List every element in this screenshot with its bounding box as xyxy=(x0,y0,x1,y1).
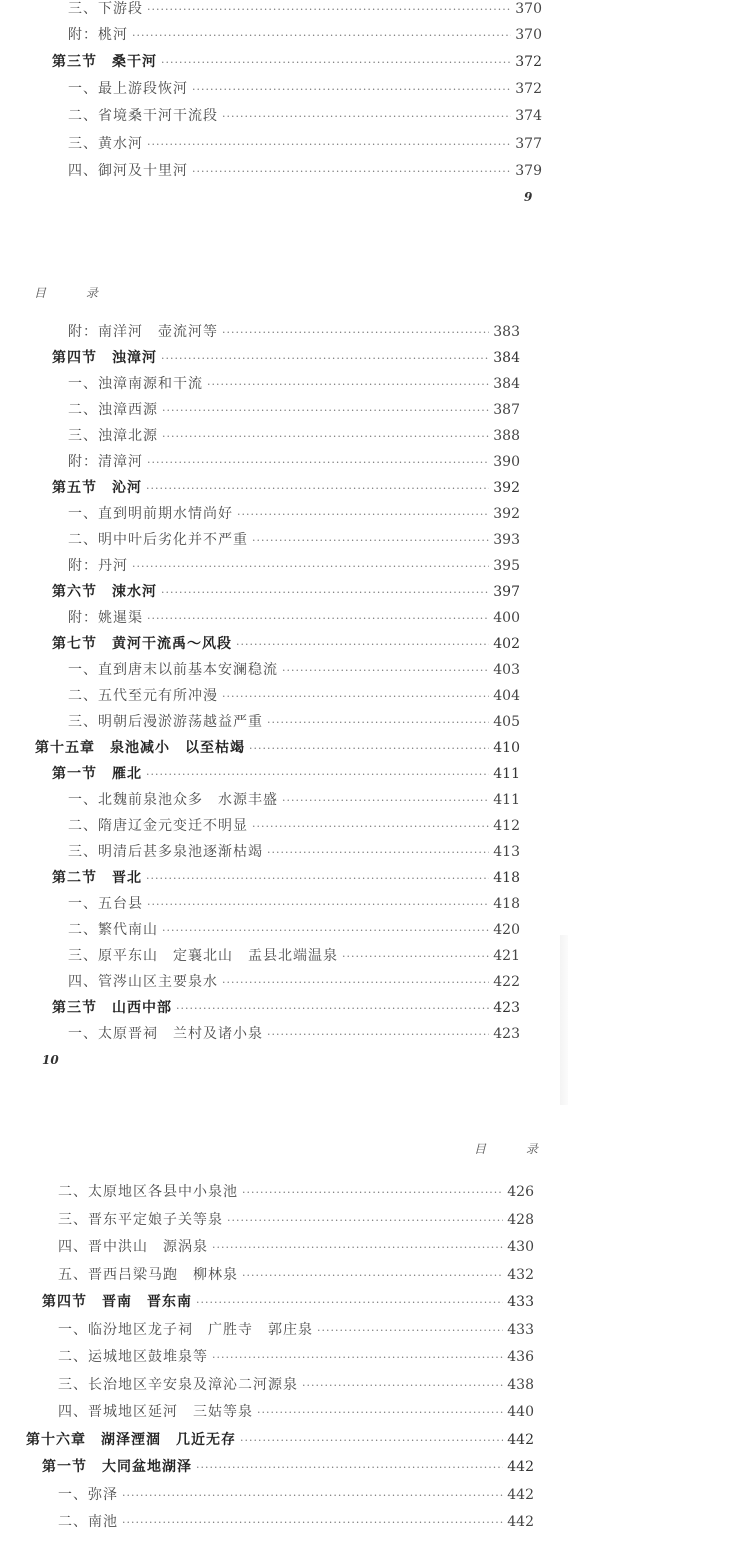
running-header: 目 录 xyxy=(34,286,116,300)
toc-section: 第七节 黄河干流禹～风段 ····· 402 xyxy=(52,635,520,654)
page-number: 10 xyxy=(42,1053,59,1067)
toc-entry: 三、长治地区辛安泉及漳沁二河源泉 ····· 438 xyxy=(58,1376,534,1395)
toc-entry: 一、北魏前泉池众多 水源丰盛 ····· 411 xyxy=(68,791,520,810)
toc-entry: 四、御河及十里河 ····· 379 xyxy=(68,162,542,181)
page-number: 9 xyxy=(524,190,533,204)
toc-section: 第一节 大同盆地湖泽 ····· 442 xyxy=(42,1458,534,1477)
toc-section: 第四节 晋南 晋东南 ····· 433 xyxy=(42,1293,534,1312)
toc-section: 第二节 晋北 ····· 418 xyxy=(52,869,520,888)
toc-section: 第一节 雁北 ····· 411 xyxy=(52,765,520,784)
toc-chapter: 第十五章 泉池减小 以至枯竭 ····· 410 xyxy=(35,739,520,758)
toc-entry: 二、南池 ····· 442 xyxy=(58,1513,534,1532)
toc-section: 第三节 桑干河 ····· 372 xyxy=(52,53,542,72)
toc-entry: 一、最上游段恢河 ····· 372 xyxy=(68,80,542,99)
toc-entry: 一、太原晋祠 兰村及诸小泉 ····· 423 xyxy=(68,1025,520,1044)
toc-entry: 附：丹河 ····· 395 xyxy=(68,557,520,576)
toc-entry: 三、晋东平定娘子关等泉 ····· 428 xyxy=(58,1211,534,1230)
toc-section: 第五节 沁河 ····· 392 xyxy=(52,479,520,498)
toc-entry: 二、隋唐辽金元变迁不明显 ····· 412 xyxy=(68,817,520,836)
running-header: 目 录 xyxy=(474,1142,556,1156)
toc-section: 第三节 山西中部 ····· 423 xyxy=(52,999,520,1018)
toc-entry: 四、晋城地区延河 三姑等泉 ····· 440 xyxy=(58,1403,534,1422)
toc-entry: 附：桃河 ····· 370 xyxy=(68,26,542,45)
toc-entry: 附：姚暹渠 ····· 400 xyxy=(68,609,520,628)
toc-entry: 一、浊漳南源和干流 ····· 384 xyxy=(68,375,520,394)
toc-entry: 附：南洋河 壶流河等 ····· 383 xyxy=(68,323,520,342)
toc-entry: 四、管涔山区主要泉水 ····· 422 xyxy=(68,973,520,992)
toc-entry: 三、原平东山 定襄北山 盂县北端温泉 ····· 421 xyxy=(68,947,520,966)
toc-entry: 一、弥泽 ····· 442 xyxy=(58,1486,534,1505)
toc-entry: 三、明清后甚多泉池逐渐枯竭 ····· 413 xyxy=(68,843,520,862)
toc-section: 第六节 涑水河 ····· 397 xyxy=(52,583,520,602)
toc-entry: 二、省境桑干河干流段 ····· 374 xyxy=(68,107,542,126)
toc-entry: 三、黄水河 ····· 377 xyxy=(68,135,542,154)
toc-entry: 三、下游段 ····· 370 xyxy=(68,0,542,19)
toc-entry: 二、浊漳西源 ····· 387 xyxy=(68,401,520,420)
toc-section: 第四节 浊漳河 ····· 384 xyxy=(52,349,520,368)
toc-entry: 一、直到唐末以前基本安澜稳流 ····· 403 xyxy=(68,661,520,680)
toc-entry: 三、明朝后漫淤游荡越益严重 ····· 405 xyxy=(68,713,520,732)
toc-entry: 二、五代至元有所冲漫 ····· 404 xyxy=(68,687,520,706)
toc-entry: 五、晋西吕梁马跑 柳林泉 ····· 432 xyxy=(58,1266,534,1285)
toc-entry: 一、临汾地区龙子祠 广胜寺 郭庄泉 ····· 433 xyxy=(58,1321,534,1340)
toc-entry: 一、五台县 ····· 418 xyxy=(68,895,520,914)
toc-entry: 二、明中叶后劣化并不严重 ····· 393 xyxy=(68,531,520,550)
toc-entry: 三、浊漳北源 ····· 388 xyxy=(68,427,520,446)
toc-entry: 四、晋中洪山 源涡泉 ····· 430 xyxy=(58,1238,534,1257)
toc-entry: 二、太原地区各县中小泉池 ····· 426 xyxy=(58,1183,534,1202)
toc-entry: 附：清漳河 ····· 390 xyxy=(68,453,520,472)
scan-shadow xyxy=(560,935,568,1105)
toc-chapter: 第十六章 湖泽湮涸 几近无存 ····· 442 xyxy=(26,1431,534,1450)
toc-entry: 二、运城地区鼓堆泉等 ····· 436 xyxy=(58,1348,534,1367)
toc-entry: 二、繁代南山 ····· 420 xyxy=(68,921,520,940)
toc-entry: 一、直到明前期水情尚好 ····· 392 xyxy=(68,505,520,524)
